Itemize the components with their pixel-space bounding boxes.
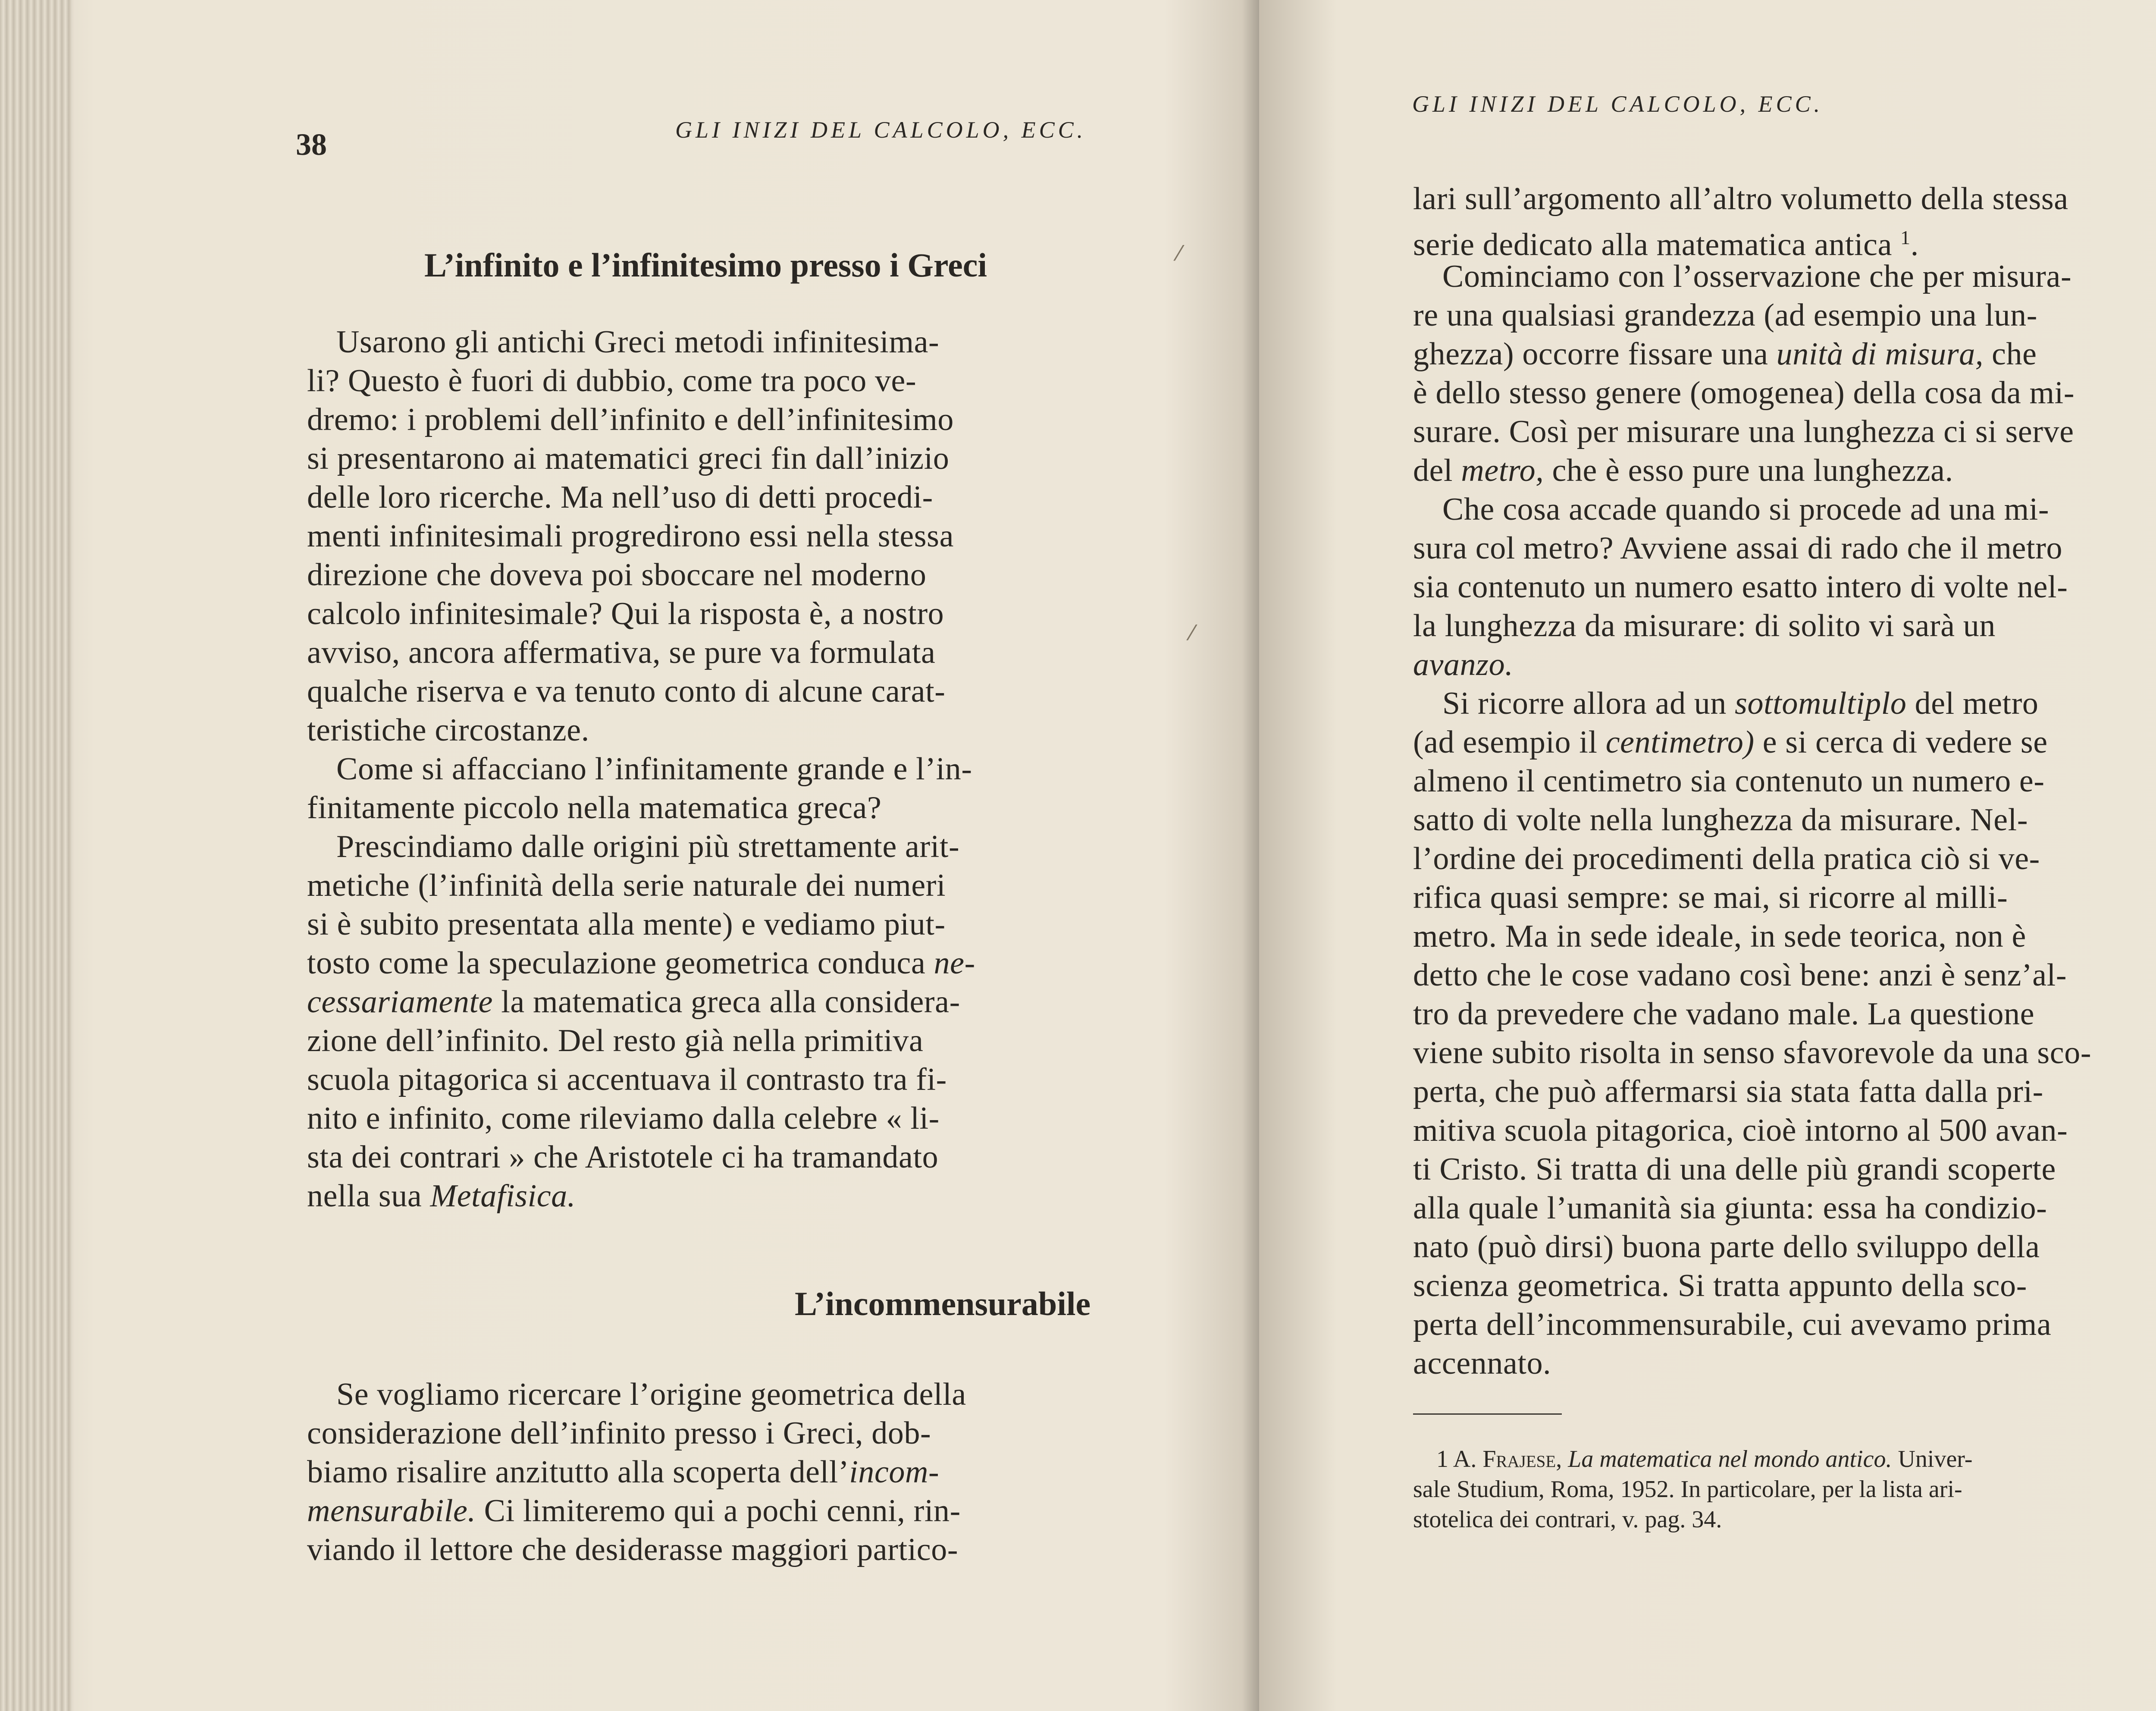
text-segment: del [1413, 453, 1453, 488]
italic-segment: incom- [849, 1454, 940, 1490]
right-page [1259, 0, 2156, 1711]
pencil-mark: ⁄ [1177, 242, 1181, 266]
text-line: metro. Ma in sede ideale, in sede teorica, non è [1413, 919, 2026, 954]
running-head-left: GLI INIZI DEL CALCOLO, ECC. [675, 117, 1087, 143]
text-segment: la matematica greca alla considera- [501, 984, 960, 1020]
text-line [307, 1491, 961, 1530]
footnote-line: stotelica dei contrari, v. pag. 34. [1413, 1506, 1722, 1533]
text-line: surare. Così per misurare una lunghezza ci si serve [1413, 414, 2074, 449]
text-line: teristiche circostanze. [307, 713, 589, 748]
text-line: viene subito risolta in senso sfavorevole da una sco- [1413, 1035, 2092, 1071]
italic-segment: cessariamente [307, 984, 493, 1020]
running-head-right: GLI INIZI DEL CALCOLO, ECC. [1412, 91, 1824, 117]
text-line: Come si affacciano l’infinitamente grande e l’in- [336, 751, 972, 787]
text-line [1413, 335, 2037, 374]
italic-segment: avanzo. [1413, 647, 1514, 682]
italic-segment: metro, [1461, 453, 1544, 488]
pencil-mark: ⁄ [1190, 621, 1194, 645]
text-line: Se vogliamo ricercare l’origine geometrica della [336, 1377, 966, 1412]
text-line [307, 983, 960, 1021]
page-edge-stack [0, 0, 73, 1711]
italic-segment: unità di misura, [1776, 336, 1984, 372]
text-line: sura col metro? Avviene assai di rado che il metro [1413, 531, 2063, 566]
text-line: sta dei contrari » che Aristotele ci ha tramandato [307, 1140, 939, 1175]
italic-segment: centimetro) [1605, 725, 1755, 760]
italic-segment: ne- [934, 945, 975, 981]
text-segment: Si ricorre allora ad un [1442, 686, 1727, 721]
footnote-title: La matematica nel mondo antico. [1568, 1446, 1892, 1472]
text-line [1442, 684, 2039, 723]
text-line: Usarono gli antichi Greci metodi infinitesima- [336, 324, 940, 360]
text-segment: Univer- [1898, 1446, 1973, 1472]
text-line: Prescindiamo dalle origini più strettamente arit- [336, 829, 960, 864]
text-line: calcolo infinitesimale? Qui la risposta è, a nostro [307, 596, 944, 631]
text-line: si è subito presentata alla mente) e vediamo piut- [307, 907, 946, 942]
text-segment: e si cerca di vedere se [1762, 725, 2048, 760]
text-line: Che cosa accade quando si procede ad una mi- [1442, 492, 2049, 527]
footnote-line [1436, 1444, 1972, 1474]
footnote-number: 1 A. [1436, 1446, 1477, 1472]
text-line: Cominciamo con l’osservazione che per misura- [1442, 259, 2072, 294]
text-segment: serie dedicato alla matematica antica [1413, 227, 1893, 263]
footnote-author: Frajese, [1482, 1446, 1562, 1472]
text-line: è dello stesso genere (omogenea) della cosa da mi- [1413, 375, 2075, 411]
text-line: avviso, ancora affermativa, se pure va formulata [307, 635, 936, 670]
footnote-line: sale Studium, Roma, 1952. In particolare, per la lista ari- [1413, 1476, 1962, 1503]
text-line: accennato. [1413, 1346, 1551, 1381]
text-line: mitiva scuola pitagorica, cioè intorno al 500 avan- [1413, 1113, 2068, 1148]
text-line: almeno il centimetro sia contenuto un numero e- [1413, 763, 2045, 799]
page-number-left: 38 [296, 127, 327, 162]
text-line: l’ordine dei procedimenti della pratica ciò si ve- [1413, 841, 2040, 876]
text-line: li? Questo è fuori di dubbio, come tra poco ve- [307, 363, 917, 399]
text-line: perta dell’incommensurabile, cui avevamo prima [1413, 1307, 2052, 1342]
italic-segment: sottomultiplo [1735, 686, 1907, 721]
text-line [307, 1177, 576, 1215]
text-line: qualche riserva e va tenuto conto di alcune carat- [307, 674, 946, 709]
text-segment: (ad esempio il [1413, 725, 1598, 760]
text-segment: Ci limiteremo qui a pochi cenni, rin- [484, 1493, 961, 1529]
text-line [307, 1453, 939, 1491]
text-line: dremo: i problemi dell’infinito e dell’infinitesimo [307, 402, 954, 437]
text-line: scuola pitagorica si accentuava il contrasto tra fi- [307, 1062, 947, 1097]
text-line: finitamente piccolo nella matematica greca? [307, 790, 882, 826]
text-line: sia contenuto un numero esatto intero di volte nel- [1413, 569, 2068, 605]
text-line: re una qualsiasi grandezza (ad esempio una lun- [1413, 298, 2038, 333]
text-line: menti infinitesimali progredirono essi nella stessa [307, 518, 954, 554]
text-line: perta, che può affermarsi sia stata fatta dalla pri- [1413, 1074, 2043, 1109]
text-line: viando il lettore che desiderasse maggiori partico- [307, 1532, 959, 1567]
italic-segment: mensurabile. [307, 1493, 476, 1529]
text-segment: che è esso pure una lunghezza. [1552, 453, 1953, 488]
text-line: metiche (l’infinità della serie naturale dei numeri [307, 868, 946, 903]
text-line: nito e infinito, come rileviamo dalla celebre « li- [307, 1101, 940, 1136]
italic-segment: Metafisica. [430, 1178, 576, 1214]
text-segment: che [1992, 336, 2037, 372]
text-line: zione dell’infinito. Del resto già nella primitiva [307, 1023, 924, 1058]
text-line: ti Cristo. Si tratta di una delle più grandi scoperte [1413, 1152, 2056, 1187]
text-line: alla quale l’umanità sia giunta: essa ha condizio- [1413, 1190, 2047, 1226]
text-line: nato (può dirsi) buona parte dello sviluppo della [1413, 1229, 2040, 1265]
text-line: la lunghezza da misurare: di solito vi sarà un [1413, 608, 1996, 644]
text-line [307, 944, 975, 983]
text-segment: tosto come la speculazione geometrica conduca [307, 945, 926, 981]
text-line [1413, 451, 1953, 490]
footnote-marker: 1 [1900, 226, 1911, 248]
section-heading-incommensurabile: L’incommensurabile [795, 1285, 1091, 1322]
text-line: considerazione dell’infinito presso i Greci, dob- [307, 1416, 931, 1451]
text-line: lari sull’argomento all’altro volumetto della stessa [1413, 181, 2068, 217]
text-line: direzione che doveva poi sboccare nel moderno [307, 557, 927, 593]
text-line: satto di volte nella lunghezza da misurare. Nel- [1413, 802, 2028, 838]
footnote-rule [1413, 1413, 1562, 1415]
text-line: si presentarono ai matematici greci fin dall’inizio [307, 441, 950, 476]
text-segment: biamo risalire anzitutto alla scoperta dell’ [307, 1454, 849, 1490]
text-line: delle loro ricerche. Ma nell’uso di detti procedi- [307, 480, 933, 515]
text-line [1413, 723, 2048, 762]
text-segment: ghezza) occorre fissare una [1413, 336, 1768, 372]
text-line: rifica quasi sempre: se mai, si ricorre al milli- [1413, 880, 2008, 915]
text-segment: nella sua [307, 1178, 422, 1214]
text-segment: del metro [1915, 686, 2039, 721]
text-line: detto che le cose vadano così bene: anzi è senz’al- [1413, 958, 2067, 993]
text-line: tro da prevedere che vadano male. La questione [1413, 996, 2035, 1032]
text-line: scienza geometrica. Si tratta appunto della sco- [1413, 1268, 2027, 1303]
section-heading-infinito: L’infinito e l’infinitesimo presso i Greci [424, 246, 987, 284]
text-segment: . [1910, 227, 1919, 263]
text-line [1413, 645, 1513, 684]
